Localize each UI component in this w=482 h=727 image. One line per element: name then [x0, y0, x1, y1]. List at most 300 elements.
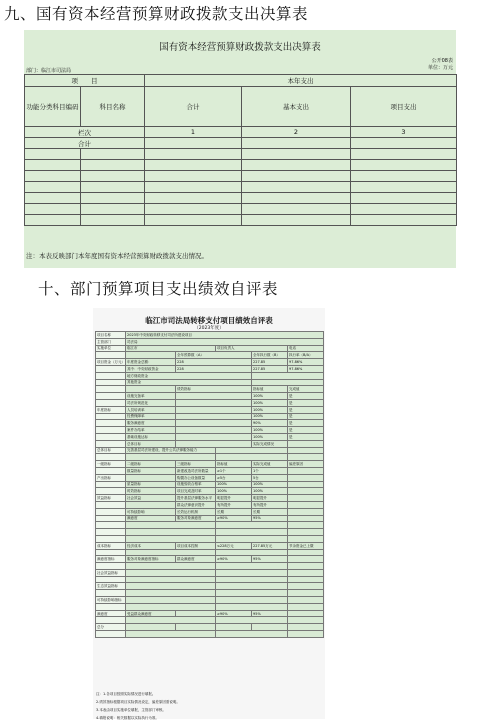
table2-cell: 绩效指标: [176, 386, 252, 393]
table2-cell: [126, 617, 216, 624]
table2-cell: 经费保障率: [126, 413, 176, 420]
table2-cell: 设施验收合格率: [176, 481, 216, 488]
table2-cell: 是: [288, 406, 324, 413]
table2-cell: [176, 399, 252, 406]
table2-cell: [216, 535, 288, 542]
table2-row: [96, 461, 324, 468]
table2-cell: [288, 495, 324, 502]
table2-cell: 指标值: [252, 386, 288, 393]
table2-cell: [96, 420, 126, 427]
table2-row: [96, 590, 324, 597]
cell: [351, 149, 457, 160]
table2-cell: 5台: [252, 474, 288, 481]
table2-cell: [288, 610, 324, 617]
table2-cell: 项目资金（万元）: [97, 360, 125, 365]
table2-cell: [126, 590, 216, 597]
table2-cell: [288, 522, 324, 529]
table2-cell: [126, 535, 216, 542]
table2-cell: 项目名称: [96, 332, 126, 339]
table2-cell: 产出指标: [96, 474, 126, 481]
table2-cell: 明显提升: [252, 495, 288, 502]
table2-cell: 时效指标: [126, 488, 176, 495]
table2-cell: 受益群众满意度: [126, 610, 176, 617]
table2-cell: 电话: [288, 345, 324, 352]
table2-cell: 100%: [252, 406, 288, 413]
table2-cell: [288, 563, 324, 570]
table2-row: [96, 332, 324, 339]
table2-cell: [288, 447, 324, 454]
table2-cell: [96, 467, 126, 474]
table2-row: [96, 379, 324, 386]
table2-cell: 指标值: [216, 461, 252, 468]
table2-cell: 基础设施达标: [126, 433, 176, 440]
table2-cell: 节余资金已上缴: [288, 542, 324, 549]
table2-row: [96, 508, 324, 515]
table2-cell: 227.85: [252, 365, 288, 372]
table1-dept: 部门：临江市司法局: [26, 68, 72, 74]
table2-cell: [252, 379, 324, 386]
table2-row: [96, 454, 324, 461]
cell: [145, 138, 242, 149]
table2-cell: [216, 522, 288, 529]
table2-cell: 三级指标: [176, 461, 216, 468]
table2-cell: [216, 603, 288, 610]
table2-cell: 社会效益: [126, 495, 176, 502]
row-sum: 合计: [25, 138, 145, 149]
table2-cell: 购置办公设备数量: [176, 474, 216, 481]
table2-cell: [288, 603, 324, 610]
footer-line: 4.填报说明：相关数据以实际执行为准。: [96, 716, 159, 720]
table2-cell: [126, 569, 216, 576]
cell: [242, 193, 351, 204]
table2-cell: 是: [288, 427, 324, 434]
col-item: 项 目: [25, 75, 145, 87]
table2-cell: 可持续影响指标: [96, 597, 126, 604]
table2-row: [96, 529, 324, 536]
table2-cell: 社会效益指标: [96, 569, 126, 576]
cell: [25, 149, 81, 160]
table2-cell: 是: [288, 433, 324, 440]
table2-cell: [96, 529, 126, 536]
table2-cell: 年度指标: [96, 406, 126, 413]
cell: [242, 160, 351, 171]
table2-row: [96, 583, 324, 590]
table2-cell: [288, 631, 324, 638]
table2-cell: [96, 617, 126, 624]
table2-row: [96, 603, 324, 610]
table2-cell: [126, 576, 216, 583]
table2-row: [96, 447, 324, 454]
table2-cell: 服务对象满意度指标: [126, 556, 176, 563]
table2-cell: 经济成本: [126, 542, 176, 549]
table2-cell: ≥90%: [216, 556, 252, 563]
table2-cell: [126, 549, 216, 556]
table2-cell: 临江市: [126, 345, 216, 352]
table2-cell: 100%: [252, 433, 288, 440]
table2-cell: 生态效益指标: [96, 583, 126, 590]
table2-cell: [96, 549, 126, 556]
table2-cell: [288, 597, 324, 604]
table2-cell: 227.85万元: [252, 542, 288, 549]
table2-cell: 群众法律意识提升: [176, 501, 216, 508]
cell: [351, 160, 457, 171]
table2-cell: [216, 563, 288, 570]
seq-2: 2: [242, 127, 351, 138]
cell: [242, 149, 351, 160]
table2-cell: [216, 454, 288, 461]
table2-cell: [288, 474, 324, 481]
cell: [81, 204, 145, 215]
table2-cell: [126, 563, 216, 570]
table2-cell: ≥5台: [216, 474, 252, 481]
table2-cell: [288, 515, 324, 522]
table2-row: [96, 563, 324, 570]
table2-cell: [126, 603, 216, 610]
table2-cell: [216, 549, 288, 556]
table2-grid: [95, 331, 324, 638]
table2-cell: 228: [176, 365, 252, 372]
table2-cell: [126, 501, 176, 508]
table2-cell: 全年执行数（B）: [252, 352, 288, 359]
table2-cell: 项目负责人: [216, 345, 288, 352]
table2-cell: [96, 631, 126, 638]
table2-cell: [96, 563, 126, 570]
table2-cell: 一级指标: [96, 461, 126, 468]
state-capital-expenditure-table: [24, 30, 456, 268]
table2-row: [96, 501, 324, 508]
cell: [25, 193, 81, 204]
table2-cell: 2023年中央财政转移支付司法所建设项目: [126, 332, 324, 339]
cell: [351, 171, 457, 182]
cell: [145, 182, 242, 193]
table2-row: [96, 597, 324, 604]
table2-row: [96, 624, 324, 631]
cell: [25, 182, 81, 193]
table2-row: [96, 427, 324, 434]
table2-cell: [288, 440, 324, 447]
table2-cell: [96, 488, 126, 495]
cell: [81, 160, 145, 171]
seq-1: 1: [145, 127, 242, 138]
table2-cell: 100%: [216, 488, 252, 495]
table2-cell: 实际完成值: [252, 461, 288, 468]
table2-cell: 100%: [252, 399, 288, 406]
cell: [351, 182, 457, 193]
table2-cell: [216, 597, 288, 604]
table2-cell: 新建改造司法所数量: [176, 467, 216, 474]
table2-cell: 满意度: [126, 515, 176, 522]
cell: [242, 204, 351, 215]
table2-row: [96, 433, 324, 440]
table2-cell: [288, 488, 324, 495]
table2-cell: 可持续影响: [126, 508, 176, 515]
cell: [81, 149, 145, 160]
cell: [351, 204, 457, 215]
table2-cell: [96, 603, 126, 610]
table2-cell: 97.86%: [288, 365, 324, 372]
table2-cell: 有所提升: [252, 501, 288, 508]
table2-cell: [126, 474, 176, 481]
table2-cell: [96, 522, 126, 529]
table2-cell: [96, 427, 126, 434]
cell: [25, 204, 81, 215]
table2-cell: 95%: [252, 610, 288, 617]
table2-footer: [96, 690, 180, 722]
table2-row: [96, 406, 324, 413]
table2-cell: 228: [176, 359, 252, 366]
unit-label: 单位：万元: [427, 65, 453, 71]
cell: [25, 171, 81, 182]
table2-cell: 227.85: [252, 359, 288, 366]
table1-form-code: [428, 58, 453, 72]
table2-cell: 是: [288, 420, 324, 427]
table2-row: [96, 617, 324, 624]
table2-cell: [126, 631, 216, 638]
table2-cell: 100%: [252, 393, 288, 400]
table2-cell: 数量指标: [126, 467, 176, 474]
table2-cell: 主管部门: [96, 338, 126, 345]
cell: [25, 160, 81, 171]
cell: [242, 215, 351, 226]
table2-row: [96, 610, 324, 617]
table2-cell: 群众满意度: [176, 556, 216, 563]
table2-row: [96, 474, 324, 481]
table2-row: [96, 522, 324, 529]
table1-title: 国有资本经营预算财政拨款支出决算表: [159, 42, 321, 53]
table2-row: [96, 393, 324, 400]
heading-section-9: 九、国有资本经营预算财政拨款支出决算表: [4, 5, 309, 23]
table2-row: [96, 345, 324, 352]
table2-cell: [96, 481, 126, 488]
table2-cell: 偏差原因: [288, 461, 324, 468]
table2-row: [96, 399, 324, 406]
table2-cell: 97.86%: [288, 359, 324, 366]
table2-cell: [126, 386, 176, 393]
footer-line: 3.本表由项目实施单位填报，主管部门审核。: [96, 708, 166, 712]
table2-cell: [96, 515, 126, 522]
table1-grid: [24, 74, 457, 226]
table2-cell: [216, 590, 288, 597]
table2-cell: 年度资金总额：: [126, 359, 176, 366]
table2-cell: [176, 393, 252, 400]
table2-cell: [288, 481, 324, 488]
table2-cell: [96, 576, 126, 583]
table2-cell: [96, 413, 126, 420]
table2-cell: 明显提升: [216, 495, 252, 502]
table2-cell: [288, 576, 324, 583]
table2-row: [96, 359, 324, 366]
table2-cell: 实际完成情况: [252, 440, 288, 447]
table2-cell: 司法所规范化: [126, 399, 176, 406]
table2-row: [96, 467, 324, 474]
heading-section-10: 十、部门预算项目支出绩效自评表: [38, 280, 279, 298]
table2-cell: ≤228万元: [216, 542, 252, 549]
table2-cell: [176, 406, 252, 413]
table2-cell: [96, 535, 126, 542]
table2-cell: 1个: [252, 467, 288, 474]
table2-row: [96, 372, 324, 379]
table2-cell: 全年预算数（A）: [176, 352, 252, 359]
cell: [351, 138, 457, 149]
table2-cell: 总体目标: [126, 440, 176, 447]
table1-note: 注：本表反映部门本年度国有资本经营预算财政拨款支出情况。: [26, 252, 208, 260]
table2-title: 临江市司法局转移支付项目绩效自评表: [145, 316, 273, 325]
table2-cell: 完成值: [288, 386, 324, 393]
cell: [242, 138, 351, 149]
table2-cell: [96, 590, 126, 597]
table2-row: [96, 488, 324, 495]
table2-cell: [176, 610, 216, 617]
table2-row: [96, 481, 324, 488]
col-year: 本年支出: [145, 75, 457, 87]
table2-row: [96, 515, 324, 522]
table2-cell: [126, 352, 176, 359]
table2-cell: [216, 617, 288, 624]
table2-cell: 是: [288, 399, 324, 406]
table2-cell: 100%: [252, 488, 288, 495]
table2-cell: [216, 569, 288, 576]
cell: [81, 193, 145, 204]
table2-cell: [126, 522, 216, 529]
table2-row: [96, 535, 324, 542]
col-name: 科目名称: [81, 87, 145, 127]
table2-cell: [288, 529, 324, 536]
cell: [145, 171, 242, 182]
table2-cell: [96, 440, 126, 447]
table2-cell: 总体目标: [96, 447, 126, 454]
table2-row: [96, 542, 324, 549]
table2-cell: 其中：中央财政资金: [126, 365, 176, 372]
table2-cell: [288, 535, 324, 542]
table2-cell: ≥90%: [216, 515, 252, 522]
cell: [145, 149, 242, 160]
col-basic: 基本支出: [242, 87, 351, 127]
cell: [81, 215, 145, 226]
table2-cell: 提升基层法律服务水平: [176, 495, 216, 502]
table2-cell: [96, 433, 126, 440]
table2-cell: [96, 365, 126, 372]
col-total: 合计: [145, 87, 242, 127]
cell: [81, 171, 145, 182]
seq-3: 3: [351, 127, 457, 138]
table2-cell: [216, 576, 288, 583]
table2-cell: [176, 427, 252, 434]
table2-cell: 二级指标: [126, 461, 176, 468]
table2-cell: 服务对象满意度: [176, 515, 216, 522]
table2-cell: ≥90%: [216, 610, 252, 617]
table2-row: [96, 386, 324, 393]
table2-row: [96, 420, 324, 427]
col-code: 功能分类科目编码: [25, 87, 81, 127]
cell: [351, 193, 457, 204]
table2-cell: 其他资金: [126, 379, 252, 386]
table2-cell: ≥1个: [216, 467, 252, 474]
table2-row: [96, 338, 324, 345]
table2-cell: 执行率（B/A）: [288, 352, 324, 359]
table2-row: [96, 413, 324, 420]
table2-cell: [96, 501, 126, 508]
table2-cell: 95%: [252, 515, 288, 522]
table2-cell: 案件办结率: [126, 427, 176, 434]
cell: [351, 215, 457, 226]
performance-evaluation-table: [93, 308, 325, 719]
table2-cell: [96, 508, 126, 515]
cell: [145, 204, 242, 215]
table2-cell: 是: [288, 413, 324, 420]
table2-row: [96, 631, 324, 638]
table2-cell: [126, 529, 216, 536]
table2-row: [96, 556, 324, 563]
table2-row: [96, 576, 324, 583]
table2-row: [96, 365, 324, 372]
table2-row: [96, 352, 324, 359]
table2-cell: [126, 583, 216, 590]
table2-row: [96, 495, 324, 502]
table2-cell: 项目完成及时率: [176, 488, 216, 495]
table2-cell: [96, 352, 126, 359]
table2-cell: 质量指标: [126, 481, 176, 488]
col-project: 项目支出: [351, 87, 457, 127]
table2-cell: 设施完备率: [126, 393, 176, 400]
table2-cell: 有所提升: [216, 501, 252, 508]
table2-cell: [288, 556, 324, 563]
footer-line: 2.绩效指标根据项目实际情况设定，偏差原因需说明。: [96, 700, 180, 704]
table2-row: [96, 549, 324, 556]
table2-cell: [216, 447, 288, 454]
cell: [25, 215, 81, 226]
table2-cell: 100%: [252, 427, 288, 434]
table2-cell: [96, 386, 126, 393]
table2-cell: [126, 454, 216, 461]
table2-cell: 95%: [252, 556, 288, 563]
table2-cell: [216, 624, 252, 631]
table2-cell: 总分: [96, 624, 126, 631]
table2-cell: 长效运行机制: [176, 508, 216, 515]
table2-cell: [216, 583, 288, 590]
table2-cell: [96, 399, 126, 406]
cell: [145, 215, 242, 226]
table2-cell: [176, 433, 252, 440]
cell: [242, 182, 351, 193]
table2-cell: [216, 529, 288, 536]
table2-cell: [288, 454, 324, 461]
table2-cell: 效益指标: [96, 495, 126, 502]
table2-cell: 100%: [252, 481, 288, 488]
table2-cell: [288, 624, 324, 631]
table2-cell: 地方财政资金: [126, 372, 252, 379]
table2-cell: 长期: [216, 508, 252, 515]
table2-cell: [216, 631, 288, 638]
table2-cell: 90%: [252, 420, 288, 427]
table2-cell: [96, 393, 126, 400]
row-seq: 栏次: [25, 127, 145, 138]
table2-row: [96, 440, 324, 447]
table2-cell: 成本指标: [96, 542, 126, 549]
table2-cell: [288, 617, 324, 624]
table2-cell: 项目成本控制: [176, 542, 216, 549]
table2-cell: [176, 420, 252, 427]
table2-cell: [176, 624, 216, 631]
table2-cell: 司法局: [126, 338, 324, 345]
table2-cell: [288, 549, 324, 556]
cell: [81, 182, 145, 193]
table2-cell: [126, 624, 176, 631]
table2-cell: [288, 569, 324, 576]
table2-cell: [126, 597, 216, 604]
table2-cell: [96, 372, 126, 379]
table2-cell: [288, 508, 324, 515]
table2-cell: 满意度: [96, 610, 126, 617]
